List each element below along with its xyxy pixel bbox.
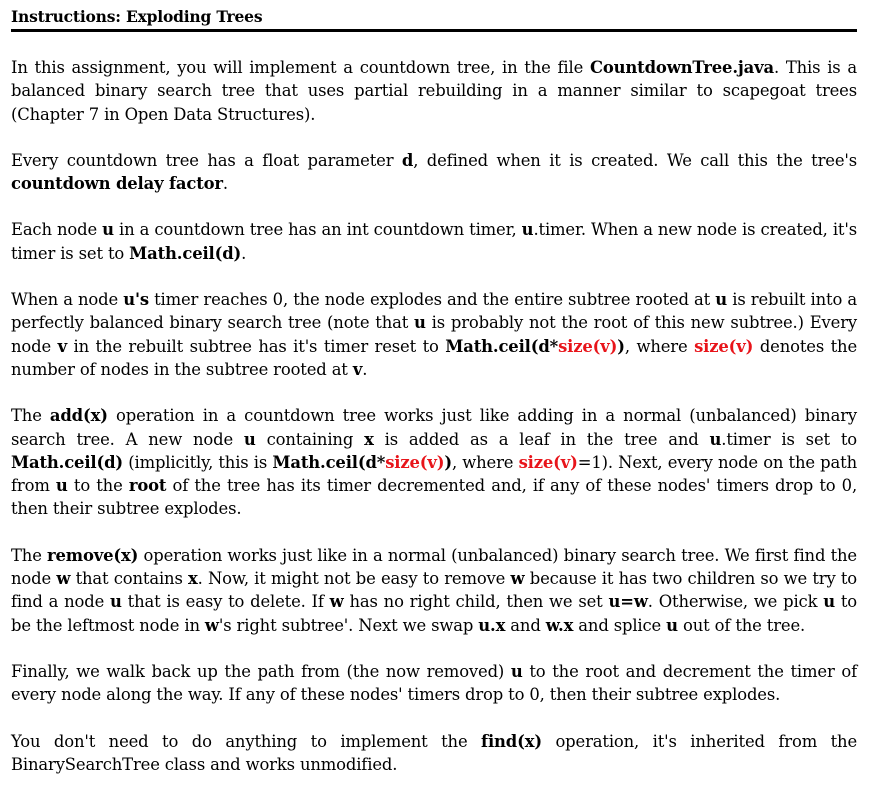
text: The	[11, 406, 50, 426]
text: out of the tree.	[677, 615, 806, 635]
code-term: Math.ceil(d)	[129, 243, 242, 263]
text: operation works just like in a normal (unbalanced) binary search tree. We first find the node	[11, 545, 857, 589]
code-term: )	[444, 452, 452, 472]
text: operation in a countdown tree works just like adding in a normal (unbalanced) binary search tree. A new node	[11, 406, 857, 449]
text: , where	[451, 452, 519, 472]
code-term: u	[102, 220, 114, 240]
text: of the tree has its timer decremented and, if any of these nodes' timers drop to 0, then their subtree explodes.	[11, 476, 858, 519]
paragraph-find	[11, 730, 857, 777]
text: to the	[67, 476, 129, 496]
text: and splice	[573, 615, 667, 635]
text: that contains	[70, 569, 189, 589]
defined-term: countdown delay factor	[11, 174, 223, 194]
code-term: root	[128, 476, 167, 496]
code-term: v	[57, 336, 67, 356]
text: to be the leftmost node in	[11, 592, 858, 635]
text: (implicitly, this is	[123, 452, 273, 472]
code-term: x	[188, 569, 198, 589]
code-term: u.x	[478, 615, 506, 635]
text: , where	[624, 336, 695, 356]
code-term: x	[364, 429, 374, 449]
code-term: u	[110, 592, 122, 612]
paragraph-remove	[11, 544, 857, 637]
text: to the root and decrement the timer of every node along the way. If any of these nodes' timers drop to 0, then their subtree explodes.	[11, 661, 857, 705]
code-term: u	[823, 592, 835, 612]
code-term: w	[56, 569, 71, 589]
text: is added as a leaf in the tree and	[373, 429, 710, 449]
document-page	[11, 0, 857, 799]
text: Finally, we walk back up the path from (the now removed)	[11, 661, 511, 681]
code-term: u	[55, 476, 68, 496]
code-term: u=w	[608, 592, 648, 612]
text: is probably not the root of this new subtree.) Every node	[11, 313, 857, 356]
code-term: remove(x)	[47, 545, 139, 565]
text: . This is a balanced binary search tree that uses partial rebuilding in a manner similar to scapegoat trees (Chapter 7 in Open Data Structures).	[11, 58, 857, 124]
code-term: add(x)	[49, 406, 108, 426]
code-term: )	[617, 336, 625, 356]
paragraph-explode	[11, 288, 857, 381]
text: is rebuilt into a perfectly balanced binary search tree (note that	[11, 290, 857, 333]
code-term: w	[204, 615, 219, 635]
document-body	[11, 32, 857, 776]
highlight-term: size(v)	[558, 336, 618, 356]
code-term: u	[510, 661, 523, 681]
text: operation, it's inherited from the BinarySearchTree class and works unmodified.	[11, 731, 858, 774]
text: .	[362, 359, 368, 379]
code-term: u	[243, 429, 256, 449]
paragraph-walk-back	[11, 660, 857, 707]
text: In this assignment, you will implement a countdown tree, in the file	[11, 58, 590, 77]
text: that is easy to delete. If	[121, 592, 330, 612]
code-term: u's	[123, 290, 149, 310]
code-term: u	[709, 429, 722, 449]
text: You don't need to do anything to implement the	[11, 731, 482, 751]
text: 's right subtree'. Next we swap	[218, 615, 479, 635]
text: has no right child, then we set	[343, 592, 609, 612]
code-term: u	[414, 313, 426, 333]
paragraph-intro	[11, 56, 857, 126]
highlight-term: size(v)	[385, 452, 445, 472]
code-term: w	[329, 592, 344, 612]
code-term: Math.ceil(d*	[272, 452, 386, 472]
paragraph-add	[11, 404, 857, 520]
paragraph-delay-factor	[11, 149, 857, 196]
page-title-text: Instructions: Exploding Trees	[11, 7, 263, 26]
code-term: w.x	[545, 615, 574, 635]
text: Every countdown tree has a float parameter	[11, 150, 402, 170]
code-term: v	[352, 359, 363, 379]
text: The	[11, 545, 48, 565]
text: .timer. When a new node is created, it's timer is set to	[11, 220, 857, 263]
code-term: Math.ceil(d)	[11, 452, 123, 472]
text: and	[505, 615, 546, 635]
text: timer reaches 0, the node explodes and the entire subtree rooted at	[148, 290, 716, 310]
text: =1). Next, every node on the path from	[11, 452, 857, 496]
code-term: u	[521, 220, 534, 240]
text: denotes the number of nodes in the subtree rooted at	[11, 336, 858, 379]
code-term: d	[401, 150, 414, 170]
text: because it has two children so we try to find a node	[11, 569, 858, 612]
text: in the rebuilt subtree has it's timer reset to	[66, 336, 446, 356]
text: Each node	[11, 220, 103, 240]
page-title	[11, 0, 857, 32]
text: . Otherwise, we pick	[647, 592, 824, 612]
text: .	[241, 243, 247, 263]
text: .	[222, 174, 228, 194]
text: in a countdown tree has an int countdown timer,	[113, 220, 522, 240]
highlight-term: size(v)	[518, 452, 578, 472]
paragraph-timer	[11, 218, 857, 265]
code-term: find(x)	[481, 731, 542, 751]
code-term: w	[510, 569, 525, 589]
code-term: u	[666, 615, 678, 635]
code-term: u	[715, 290, 728, 310]
highlight-term: size(v)	[694, 336, 754, 356]
text: containing	[255, 429, 365, 449]
text: . Now, it might not be easy to remove	[197, 569, 511, 589]
text: , defined when it is created. We call this the tree's	[413, 150, 857, 170]
filename: CountdownTree.java	[589, 58, 774, 77]
text: .timer is set to	[721, 429, 857, 449]
text: When a node	[11, 290, 124, 310]
code-term: Math.ceil(d*	[445, 336, 559, 356]
